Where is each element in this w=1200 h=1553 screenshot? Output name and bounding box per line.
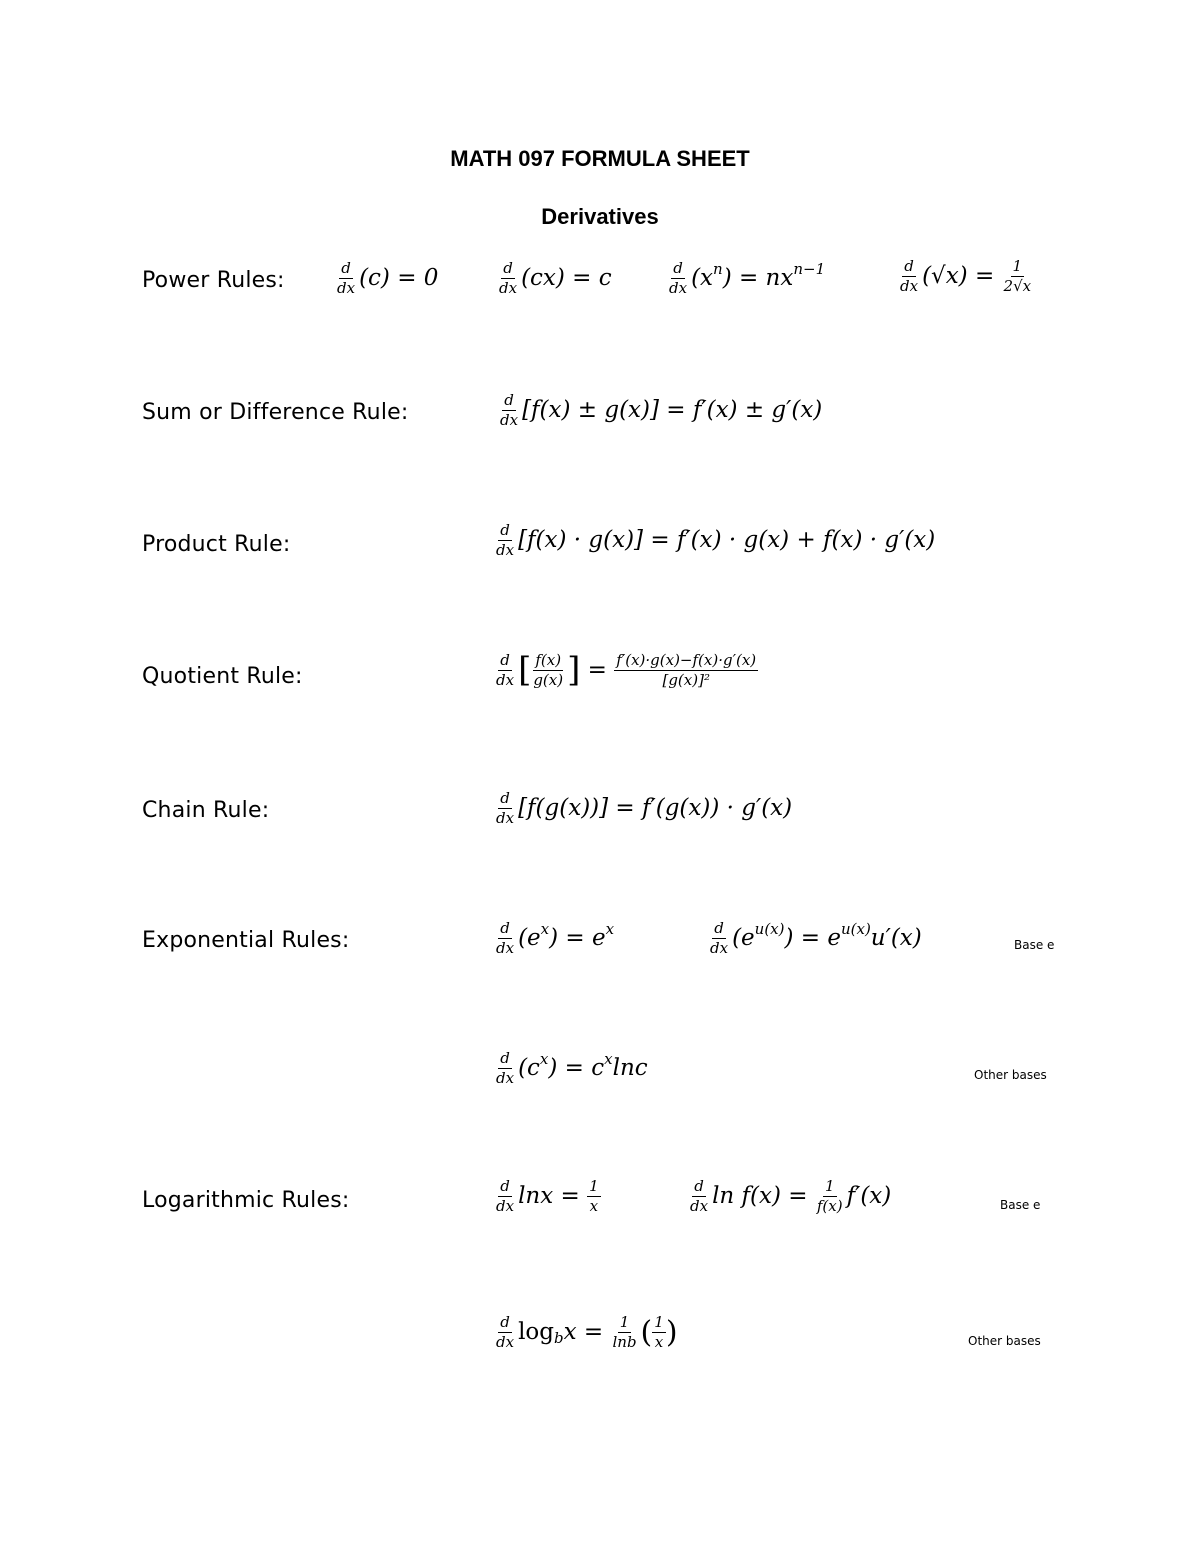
sum-rule-label: Sum or Difference Rule: — [142, 400, 409, 425]
quotient-rule-formula: $\frac{d}{dx}$ [ $\frac{f(x)}{g(x)}$ ] = $\frac{f'(x)\cdot g(x)-f(x)\cdot g'(x)}{\text{[g(x)]²}}$ — [496, 650, 757, 690]
log-rule-other-base: $\frac{d}{dx}$ log b x = $\frac{1}{\ln b}$ ( $\frac{1}{x}$ ) — [496, 1313, 678, 1351]
ddx-operator: $\frac{d}{dx}$ — [496, 1177, 515, 1215]
ddx-operator: $\frac{d}{dx}$ — [496, 919, 515, 957]
ddx-operator: $\frac{d}{dx}$ — [337, 259, 356, 297]
base-e-note: Base e — [1000, 1198, 1041, 1212]
ddx-operator: $\frac{d}{dx}$ — [496, 789, 515, 827]
ddx-operator: $\frac{d}{dx}$ — [496, 1049, 515, 1087]
exponential-rule-e: $\frac{d}{dx}$ (e x ) = e x — [496, 919, 615, 957]
logarithmic-rules-label: Logarithmic Rules: — [142, 1188, 350, 1213]
page-title: MATH 097 FORMULA SHEET — [450, 146, 750, 171]
chain-rule-label: Chain Rule: — [142, 798, 270, 823]
ddx-operator: $\frac{d}{dx}$ — [496, 521, 515, 559]
power-rules-label: Power Rules: — [142, 268, 285, 293]
ddx-operator: $\frac{d}{dx}$ — [496, 651, 515, 689]
product-rule-formula: $\frac{d}{dx}$ [f(x) · g(x)] = f′(x) · g(x) + f(x) · g′(x) — [496, 521, 936, 559]
ddx-operator: $\frac{d}{dx}$ — [900, 257, 919, 295]
section-title: Derivatives — [541, 204, 659, 229]
product-rule-label: Product Rule: — [142, 532, 291, 557]
power-rule-linear: $\frac{d}{dx}$ (cx) = c — [499, 259, 612, 297]
sum-rule-formula: $\frac{d}{dx}$ [f(x) ± g(x)] = f′(x) ± g′(x) — [500, 391, 823, 429]
base-e-note: Base e — [1014, 938, 1055, 952]
ddx-operator: $\frac{d}{dx}$ — [669, 259, 688, 297]
chain-rule-formula: $\frac{d}{dx}$ [f(g(x))] = f′(g(x)) · g′(x) — [496, 789, 793, 827]
ddx-operator: $\frac{d}{dx}$ — [500, 391, 519, 429]
exponential-rule-other-base: $\frac{d}{dx}$ (c x ) = c x lnc — [496, 1049, 648, 1087]
quotient-rule-label: Quotient Rule: — [142, 664, 303, 689]
exponential-rule-chain: $\frac{d}{dx}$ (e u(x) ) = e u(x) u′(x) — [710, 919, 922, 957]
ddx-operator: $\frac{d}{dx}$ — [690, 1177, 709, 1215]
ddx-operator: $\frac{d}{dx}$ — [710, 919, 729, 957]
other-bases-note: Other bases — [974, 1068, 1047, 1082]
power-rule-constant: $\frac{d}{dx}$ (c) = 0 — [337, 259, 439, 297]
power-rule-general: $\frac{d}{dx}$ (x n ) = nx n−1 — [669, 259, 826, 297]
other-bases-note: Other bases — [968, 1334, 1041, 1348]
power-rule-sqrt: $\frac{d}{dx}$ (√x) = $\frac{1}{2√x}$ — [900, 257, 1032, 295]
log-rule-ln: $\frac{d}{dx}$ lnx = $\frac{1}{x}$ — [496, 1177, 599, 1215]
ddx-operator: $\frac{d}{dx}$ — [499, 259, 518, 297]
log-rule-ln-chain: $\frac{d}{dx}$ ln f(x) = $\frac{1}{f(x)}$ f′(x) — [690, 1177, 892, 1215]
ddx-operator: $\frac{d}{dx}$ — [496, 1313, 515, 1351]
exponential-rules-label: Exponential Rules: — [142, 928, 350, 953]
